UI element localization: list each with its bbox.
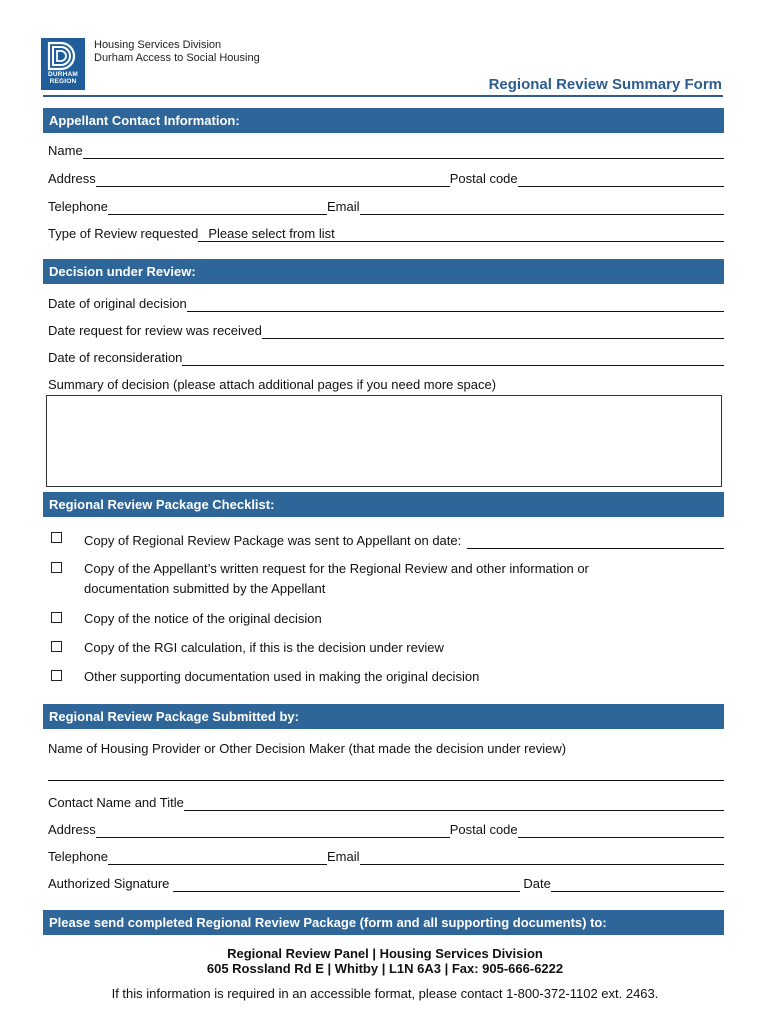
- section-checklist-header: Regional Review Package Checklist:: [43, 492, 724, 517]
- reconsideration-row: [48, 346, 724, 366]
- appellant-phone-row: [48, 195, 724, 215]
- logo-text-region: REGION: [49, 78, 77, 85]
- reconsideration-field[interactable]: [182, 347, 724, 366]
- appellant-postal-field[interactable]: [518, 168, 724, 187]
- title-rule: [43, 95, 723, 97]
- footer-address-line: 605 Rossland Rd E | Whitby | L1N 6A3 | Fax: 905-666-6222: [206, 961, 564, 976]
- request-received-row: [48, 319, 724, 339]
- original-decision-field[interactable]: [187, 293, 724, 312]
- checklist-item-2: [84, 559, 694, 599]
- signature-label: Authorized Signature: [48, 876, 170, 891]
- appellant-address-label: Address: [48, 171, 96, 186]
- checklist-checkbox-2[interactable]: [51, 562, 62, 573]
- summary-textarea[interactable]: [46, 395, 722, 487]
- submitter-email-label: Email: [327, 849, 360, 864]
- submitter-postal-field[interactable]: [518, 819, 724, 838]
- footer-panel-line: Regional Review Panel | Housing Services Division: [227, 946, 543, 961]
- appellant-address-field[interactable]: [96, 168, 450, 187]
- appellant-telephone-label: Telephone: [48, 199, 108, 214]
- signature-date-field[interactable]: [551, 873, 724, 892]
- signature-field[interactable]: [173, 873, 520, 892]
- contact-label: Contact Name and Title: [48, 795, 184, 810]
- form-title: Regional Review Summary Form: [488, 76, 722, 93]
- checklist-item-1: [84, 529, 724, 549]
- checklist-checkbox-5[interactable]: [51, 670, 62, 681]
- checklist-item-5: Other supporting documentation used in making the original decision: [84, 669, 480, 684]
- submitter-address-field[interactable]: [96, 819, 450, 838]
- submitter-telephone-field[interactable]: [108, 846, 327, 865]
- logo-text-durham: DURHAM: [47, 71, 79, 78]
- organization-info: [94, 39, 260, 65]
- submitter-address-label: Address: [48, 822, 96, 837]
- review-type-select[interactable]: [198, 223, 724, 242]
- signature-date-label: Date: [523, 876, 551, 891]
- original-decision-row: [48, 292, 724, 312]
- org-program: Durham Access to Social Housing: [94, 52, 260, 64]
- signature-row: [48, 872, 724, 892]
- review-type-label: Type of Review requested: [48, 226, 199, 241]
- summary-label: Summary of decision (please attach additional pages if you need more space): [48, 377, 497, 392]
- durham-d-icon: [46, 41, 80, 71]
- checklist-checkbox-3[interactable]: [51, 612, 62, 623]
- appellant-name-label: Name: [48, 143, 83, 158]
- package-sent-date-field[interactable]: [467, 530, 724, 549]
- appellant-name-row: [48, 139, 724, 159]
- checklist-checkbox-1[interactable]: [51, 532, 62, 543]
- request-received-label: Date request for review was received: [48, 323, 262, 338]
- submitter-postal-label: Postal code: [449, 822, 518, 837]
- accessibility-note: If this information is required in an accessible format, please contact 1-800-372-1102 ext. 2463.: [111, 986, 659, 1001]
- submitter-telephone-label: Telephone: [48, 849, 108, 864]
- submitter-address-row: [48, 818, 724, 838]
- appellant-address-row: [48, 167, 724, 187]
- section-appellant-header: Appellant Contact Information:: [43, 108, 724, 133]
- section-submitted-header: Regional Review Package Submitted by:: [43, 704, 724, 729]
- appellant-email-field[interactable]: [360, 196, 724, 215]
- checklist-item-2-line-2: documentation submitted by the Appellant: [84, 581, 326, 596]
- provider-field[interactable]: [48, 780, 724, 781]
- review-type-row: [48, 222, 724, 242]
- durham-region-logo: [41, 38, 85, 90]
- section-decision-header: Decision under Review:: [43, 259, 724, 284]
- appellant-email-label: Email: [327, 199, 360, 214]
- contact-field[interactable]: [184, 792, 724, 811]
- checklist-item-1-label: Copy of Regional Review Package was sent to Appellant on date:: [84, 533, 462, 548]
- section-send-header: Please send completed Regional Review Package (form and all supporting documents) to:: [43, 910, 724, 935]
- checklist-item-2-line-1: Copy of the Appellant’s written request for the Regional Review and other information or: [84, 561, 589, 576]
- review-type-value: Please select from list: [208, 226, 335, 241]
- appellant-telephone-field[interactable]: [108, 196, 327, 215]
- submitter-email-field[interactable]: [360, 846, 724, 865]
- checklist-item-3: Copy of the notice of the original decision: [84, 611, 322, 626]
- appellant-name-field[interactable]: [83, 140, 724, 159]
- submitter-phone-row: [48, 845, 724, 865]
- reconsideration-label: Date of reconsideration: [48, 350, 183, 365]
- request-received-field[interactable]: [262, 320, 724, 339]
- checklist-checkbox-4[interactable]: [51, 641, 62, 652]
- checklist-item-4: Copy of the RGI calculation, if this is the decision under review: [84, 640, 444, 655]
- provider-label: Name of Housing Provider or Other Decision Maker (that made the decision under review): [48, 741, 567, 756]
- appellant-postal-label: Postal code: [449, 171, 518, 186]
- contact-row: [48, 791, 724, 811]
- org-division: Housing Services Division: [94, 39, 222, 51]
- original-decision-label: Date of original decision: [48, 296, 187, 311]
